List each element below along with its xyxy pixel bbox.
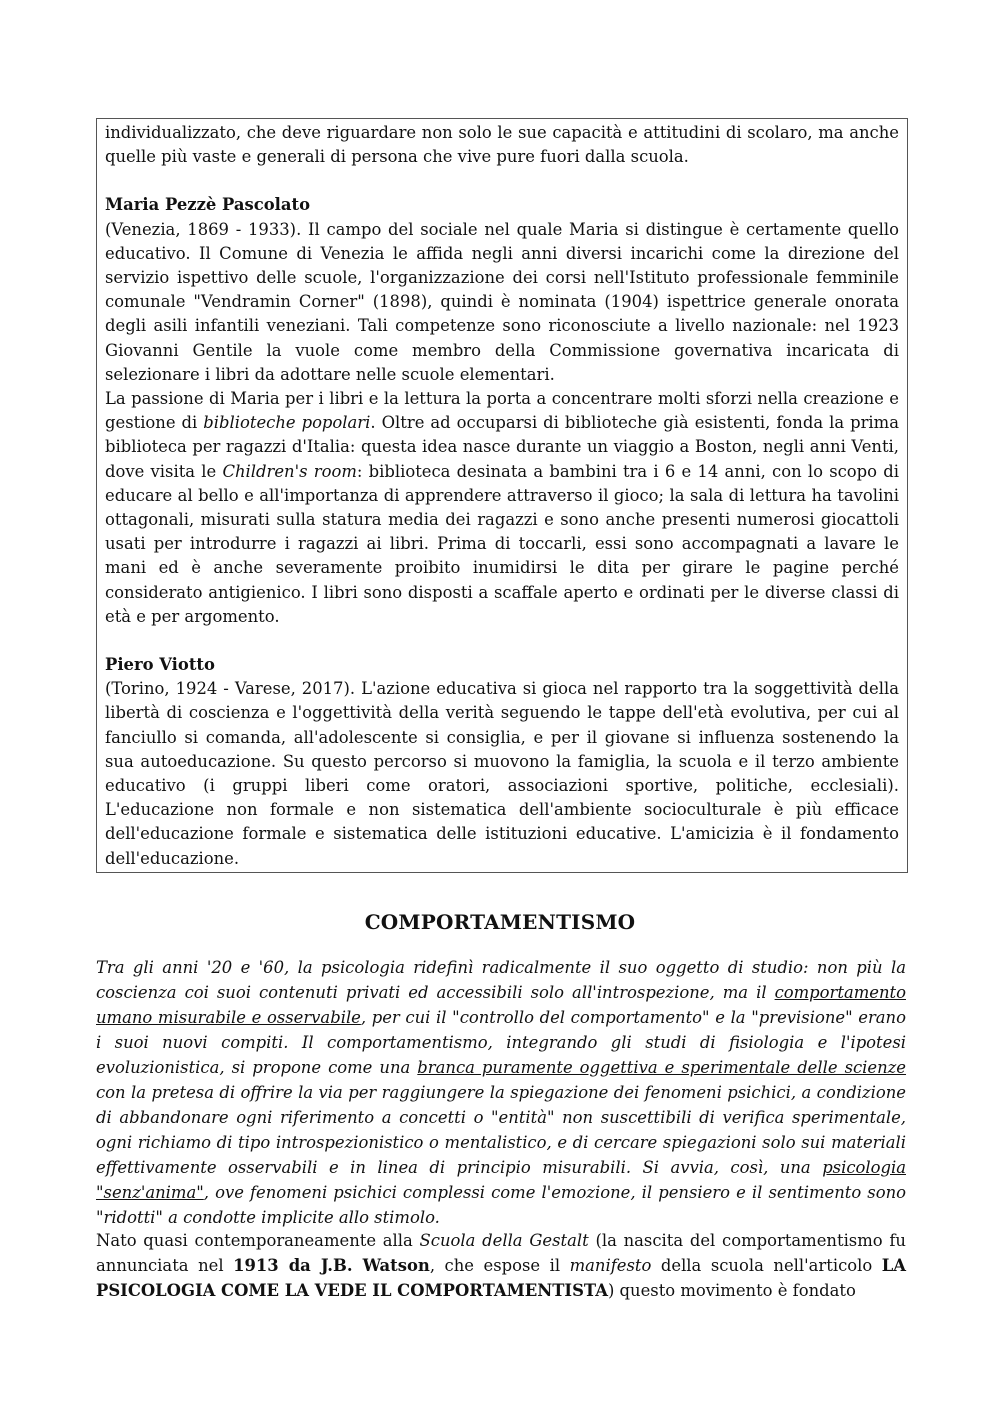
text-run: ) questo movimento è fondato (607, 1281, 856, 1300)
section-intro-italic (96, 955, 906, 1230)
section-body-paragraph (96, 1228, 906, 1303)
underlined-run: branca puramente oggettiva e sperimentale delle scienze (417, 1058, 907, 1077)
italic-run: Scuola della Gestalt (419, 1231, 589, 1250)
text-run: La passione di Maria per i libri e la lettura la porta a concentrare molti sforzi nella creazione e gestione di (105, 389, 899, 433)
text-run: con la pretesa di offrire la via per raggiungere la spiegazione dei fenomeni psichici, a condizione di abbandonare ogni riferimento a concetti o "entità" non suscettibili di verifica sperimentale, ogni richiamo di tipo introspezionistico o mentalistico, e di cercare spiegazioni solo sui materiali effettivamente osservabili e in linea di principio misurabili. Si avvia, così, una (96, 1083, 906, 1177)
italic-run: biblioteche popolari (203, 413, 371, 433)
biography-name-viotto: Piero Viotto (105, 655, 215, 675)
biography-name-pascolato: Maria Pezzè Pascolato (105, 195, 311, 215)
text-run: , che espose il (429, 1256, 570, 1275)
text-run: , per cui il "controllo del comportamento" e la "previsione" erano i suoi nuovi compiti. Il comportamentismo, integrando gli studi di fisiologia e l'ipotesi evoluzionistica, si propone come una (96, 1008, 906, 1077)
text-run: della scuola nell'articolo (651, 1256, 882, 1275)
text-run: (la nascita del comportamentismo fu annunciata nel (96, 1231, 906, 1275)
text-run: , ove fenomeni psichici complessi come l'emozione, il pensiero e il sentimento sono "ridotti" a condotte implicite allo stimolo. (96, 1183, 906, 1227)
bordered-biography-box (96, 118, 908, 873)
bold-run: LA PSICOLOGIA COME LA VEDE IL COMPORTAMENTISTA (96, 1256, 906, 1300)
paragraph-gap (105, 169, 899, 193)
viotto-paragraph: (Torino, 1924 - Varese, 2017). L'azione educativa si gioca nel rapporto tra la soggettività della libertà di coscienza e l'oggettività della verità seguendo le tappe dell'età evolutiva, per cui al fanciullo si comanda, all'adolescente si consiglia, e per il giovane si influenza sostenendo la sua autoeducazione. Su questo percorso si muovono la famiglia, la scuola e il terzo ambiente educativo (i gruppi liberi come oratori, associazioni sportive, politiche, ecclesiali). L'educazione non formale e non sistematica dell'ambiente socioculturale è più efficace dell'educazione formale e sistematica delle istituzioni educative. L'amicizia è il fondamento dell'educazione. (105, 679, 899, 868)
pascolato-paragraph-1: (Venezia, 1869 - 1933). Il campo del sociale nel quale Maria si distingue è certamente quello educativo. Il Comune di Venezia le affida negli anni diversi incarichi come la direzione del servizio ispettivo delle scuole, l'organizzazione dei corsi nell'Istituto professionale femminile comunale "Vendramin Corner" (1898), quindi è nominata (1904) ispettrice generale onorata degli asili infantili veneziani. Tali competenze sono riconosciute a livello nazionale: nel 1923 Giovanni Gentile la vuole come membro della Commissione governativa incaricata di selezionare i libri da adottare nelle scuole elementari. (105, 219, 899, 384)
text-run: Nato quasi contemporaneamente alla (96, 1231, 420, 1250)
paragraph-gap (105, 629, 899, 653)
text-run: Tra gli anni '20 e '60, la psicologia ridefinì radicalmente il suo oggetto di studio: non più la coscienza coi suoi contenuti privati ed accessibili solo all'introspezione, ma il (96, 958, 906, 1002)
text-run: : biblioteca desinata a bambini tra i 6 e 14 anni, con lo scopo di educare al bello e all'importanza di apprendere attraverso il gioco; la sala di lettura ha tavolini ottagonali, misurati sulla statura media dei ragazzi e sono anche presenti numerosi giocattoli usati per introdurre i ragazzi ai libri. Prima di toccarli, essi sono accompagnati a lavare le mani ed è anche severamente proibito inumidirsi le dita per girare le pagine perché considerato antigienico. I libri sono disposti a scaffale aperto e ordinati per le diverse classi di età e per argomento. (105, 461, 899, 626)
section-title: COMPORTAMENTISMO (364, 910, 636, 934)
text-run: . Oltre ad occuparsi di biblioteche già esistenti, fonda la prima biblioteca per ragazzi d'Italia: questa idea nasce durante un viaggio a Boston, negli anni Venti, dove visita le (105, 413, 899, 481)
italic-run: manifesto (569, 1256, 652, 1275)
underlined-run: comportamento umano misurabile e osservabile (96, 983, 906, 1027)
underlined-run: psicologia "senz'anima" (96, 1158, 906, 1202)
bold-run: 1913 da J.B. Watson (233, 1256, 430, 1275)
continuation-paragraph: individualizzato, che deve riguardare non solo le sue capacità e attitudini di scolaro, ma anche quelle più vaste e generali di persona che vive pure fuori dalla scuola. (105, 123, 899, 167)
pascolato-paragraph-2 (105, 387, 899, 629)
italic-run: Children's room (222, 461, 357, 481)
